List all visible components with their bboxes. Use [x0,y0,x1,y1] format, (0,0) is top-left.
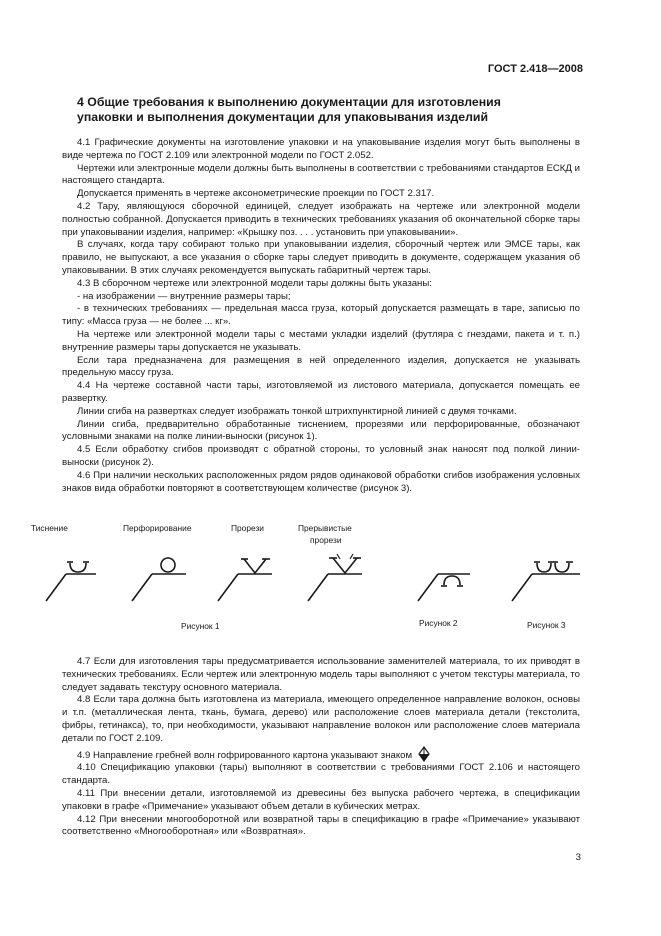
paragraph: 4.10 Спецификацию упаковки (тары) выполняют в соответствии с требованиями ГОСТ 2.106 и настоящего стандарта. [62,762,580,787]
reverse-side-symbol [418,574,470,601]
paragraph: 4.5 Если обработку сгибов производят с обратной стороны, то условный знак наносят под полкой линии-выноски (рисунок 2). [62,444,580,468]
corrugation-direction-icon [418,746,430,762]
document-code: ГОСТ 2.418—2008 [487,63,583,75]
paragraph: 4.3 В сборочном чертеже или электронной модели тары должны быть указаны: [77,277,432,289]
paragraph: На чертеже или электронной модели тары с местами укладки изделий (футляра с гнездами, пакета и т. п.) внутренние размеры тары допускается не указывать. [62,328,580,353]
section-title [77,95,577,125]
figure-label-perforation: Перфорирование [123,523,192,533]
paragraph: 4.6 При наличии нескольких расположенных рядом рядов одинаковой обработки сгибов изображения условных знаков вида обработки повторяют в соответствующем количестве (рисунок 3). [62,469,580,494]
figure-caption-3: Рисунок 3 [527,620,566,630]
figure-caption-2: Рисунок 2 [419,618,458,628]
list-item: - на изображении — внутренние размеры тары; [77,290,291,302]
figure-label-slots: Прорези [231,523,264,533]
paragraph [62,746,580,763]
page-number: 3 [575,852,581,863]
paragraph: 4.1 Графические документы на изготовление упаковки и на упаковывание изделия могут быть выполнены в виде чертежа по ГОСТ 2.109 или электронной модели по ГОСТ 2.052. [62,137,580,161]
paragraph: 4.11 При внесении детали, изготовляемой из древесины без выпуска рабочего чертежа, в спецификации упаковки в графе «Примечание» указывают объем детали в кубических метрах. [62,787,580,812]
paragraph: 4.4 На чертеже составной части тары, изготовляемой из листового материала, допускается помещать ее развертку. [62,380,580,404]
text-block-top [62,137,580,495]
paragraph: 4.12 При внесении многооборотной или возвратной тары в спецификацию в графе «Примечание» указывают соответственно «Многооборотная» или «Возвратная». [62,813,580,838]
paragraph: Допускается применять в чертеже аксонометрические проекции по ГОСТ 2.317. [77,188,435,200]
paragraph: В случаях, когда тару собирают только при упаковывании изделия, сборочный чертеж или ЭМСЕ тары, как правило, не выпускают, а все указания о сборке тары следует приводить в документе, содержащем указания об упаковывании. В этих случаях рекомендуется выпускать габаритный чертеж тары. [62,239,580,276]
figure-label-slots-2: прорези [310,535,342,545]
figure-label-embossing: Тиснение [31,523,68,533]
figure-caption-1: Рисунок 1 [181,621,220,631]
text-block-bottom [62,656,580,839]
embossing-symbol [46,562,96,601]
paragraph: 4.8 Если тара должна быть изготовлена из материала, имеющего определенное направление волокон, основы и т.п. (металлическая лента, ткань, бумага, дерево) или расположение слоев материала детали (текстолита, фибры, гетинакса), то, при необходимости, указывают направление волокон или расположение слоев материала детали по ГОСТ 2.109. [62,694,580,744]
paragraph: 4.2 Тару, являющуюся сборочной единицей, следует изображать на чертеже или электронной модели полностью собранной. Допускается приводить в технических требованиях указания об окончательной сборке тары при упаковывании изделия, например: «Крышку поз. . . . установить при упаковывании». [62,200,580,238]
slots-symbol [218,559,272,601]
paragraph: Линии сгиба на развертках следует изображать тонкой штрихпунктирной линией с двумя точками. [77,405,517,417]
figure-label-intermittent: Прерывистые [298,523,352,533]
paragraph: Линии сгиба, предварительно обработанные тиснением, прорезями или перфорированные, обозначают условными знаками на полке линии-выноски (рисунок 1). [62,418,580,443]
section-title-line-1: 4 Общие требования к выполнению документации для изготовления [77,95,501,109]
section-title-line-2: упаковки и выполнения документации для упаковывания изделий [77,110,489,124]
paragraph: 4.7 Если для изготовления тары предусматривается использование заменителей материала, то их приводят в технических требованиях. Если чертеж или электронную модель тары выполняют с учетом текстуры материала, то следует задавать текстуру основного материала. [62,656,580,693]
list-item: - в технических требованиях — предельная масса груза, который допускается размещать в таре, записью по типу: «Масса груза — не более ... кг». [62,303,580,328]
paragraph-text: 4.9 Направление гребней волн гофрированного картона указывают знаком [77,749,413,761]
figures-area [0,518,661,638]
perforation-symbol [132,558,186,601]
paragraph: Если тара предназначена для размещения в ней определенного изделия, допускается не указывать предельную массу груза. [62,354,580,379]
intermittent-slots-symbol [308,554,362,601]
paragraph: Чертежи или электронные модели должны быть выполнены в соответствии с требованиями стандартов ЕСКД и настоящего стандарта. [62,162,580,187]
repeated-embossing-symbol [512,562,580,601]
